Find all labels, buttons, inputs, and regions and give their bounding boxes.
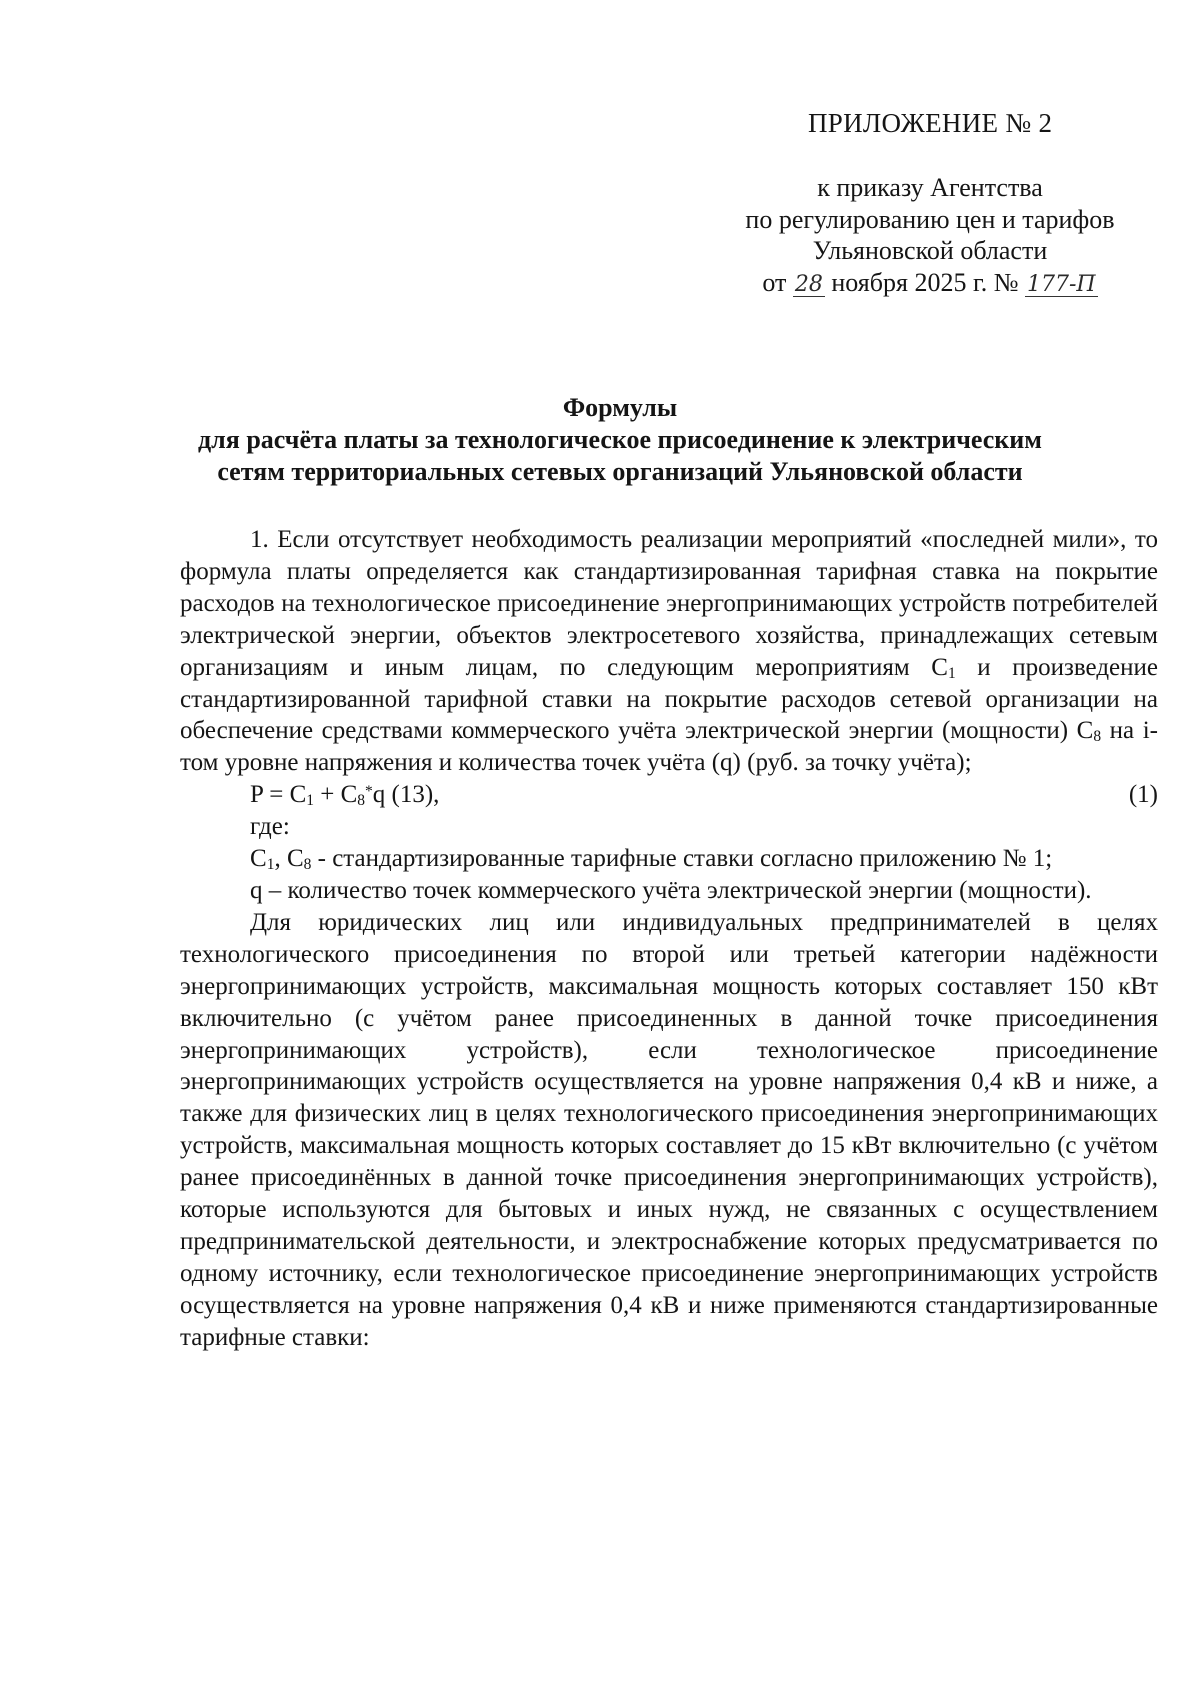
formula-number: (1) [1128, 781, 1158, 809]
p1-text-b: и произведение стандартизированной тарифной ставки на покрытие расходов сетевой организации на обеспечение средствами коммерческого учёта электрической энергии (мощности) С [180, 653, 1158, 745]
formula-part-b: + C [314, 781, 358, 809]
formula-sup: * [365, 783, 373, 801]
formula [250, 779, 439, 811]
appendix-reference [720, 172, 1140, 300]
heading-line-2: для расчёта платы за технологическое присоединение к электрическим [198, 425, 1042, 454]
appendix-line-2: по регулированию цен и тарифов [745, 204, 1115, 234]
def1-sub-1: 1 [266, 856, 275, 874]
date-prefix: от [762, 267, 787, 297]
document-body [180, 524, 1158, 1354]
handwritten-day: 28 [793, 269, 825, 301]
handwritten-order-number: 177-П [1025, 269, 1098, 301]
formula-sub-1: 1 [306, 792, 314, 810]
date-rest: ноября 2025 г. № [831, 267, 1019, 297]
definition-q: q – количество точек коммерческого учёта электрической энергии (мощности). [250, 876, 1092, 904]
appendix-date-line [720, 267, 1140, 301]
heading-line-3: сетям территориальных сетевых организаций Ульяновской области [217, 457, 1023, 486]
paragraph-1 [180, 524, 1158, 779]
formula-part-c: q (13), [372, 781, 440, 809]
formula-line [180, 779, 1158, 811]
appendix-title: ПРИЛОЖЕНИЕ № 2 [808, 108, 1053, 138]
definition-c1-c8 [180, 843, 1158, 875]
formula-sub-2: 8 [357, 792, 366, 810]
def1-c: - стандартизированные тарифные ставки согласно приложению № 1; [311, 845, 1053, 873]
p1-text-a: 1. Если отсутствует необходимость реализации мероприятий «последней мили», то формула платы определяется как стандартизированная тарифная ставка на покрытие расходов на технологическое присоединение энергопринимающих устройств потребителей электрической энергии, объектов электросетевого хозяйства, принадлежащих сетевым организациям и иным лицам, по следующим мероприятиям С [180, 526, 1158, 681]
p1-sub-2: 8 [1093, 728, 1102, 746]
paragraph-2: Для юридических лиц или индивидуальных предпринимателей в целях технологического присоединения по второй или третьей категории надёжности энергопринимающих устройств, максимальная мощность которых составляет 150 кВт включительно (с учётом ранее присоединенных в данной точке присоединения энергопринимающих устройств), если технологическое присоединение энергопринимающих устройств осуществляется на уровне напряжения 0,4 кВ и ниже, а также для физических лиц в целях технологического присоединения энергопринимающих устройств, максимальная мощность которых составляет до 15 кВт включительно (с учётом ранее присоединённых в данной точке присоединения энергопринимающих устройств), которые используются для бытовых и иных нужд, не связанных с осуществлением предпринимательской деятельности, и электроснабжение которых предусматривается по одному источнику, если технологическое присоединение энергопринимающих устройств осуществляется на уровне напряжения 0,4 кВ и ниже применяются стандартизированные тарифные ставки: [180, 908, 1158, 1351]
def1-sub-2: 8 [303, 856, 312, 874]
def1-a: C [250, 845, 267, 873]
heading-line-1: Формулы [562, 393, 678, 422]
p1-sub-1: 1 [947, 664, 956, 682]
def1-b: , C [274, 845, 304, 873]
document-heading [180, 392, 1060, 488]
p1-text-c: на i-том уровне напряжения и количества точек учёта (q) (руб. за точку учёта); [180, 717, 1158, 777]
where-label: где: [250, 813, 290, 841]
formula-part-a: P = C [250, 781, 307, 809]
appendix-line-1: к приказу Агентства [817, 173, 1043, 202]
appendix-line-3: Ульяновской области [812, 236, 1048, 265]
